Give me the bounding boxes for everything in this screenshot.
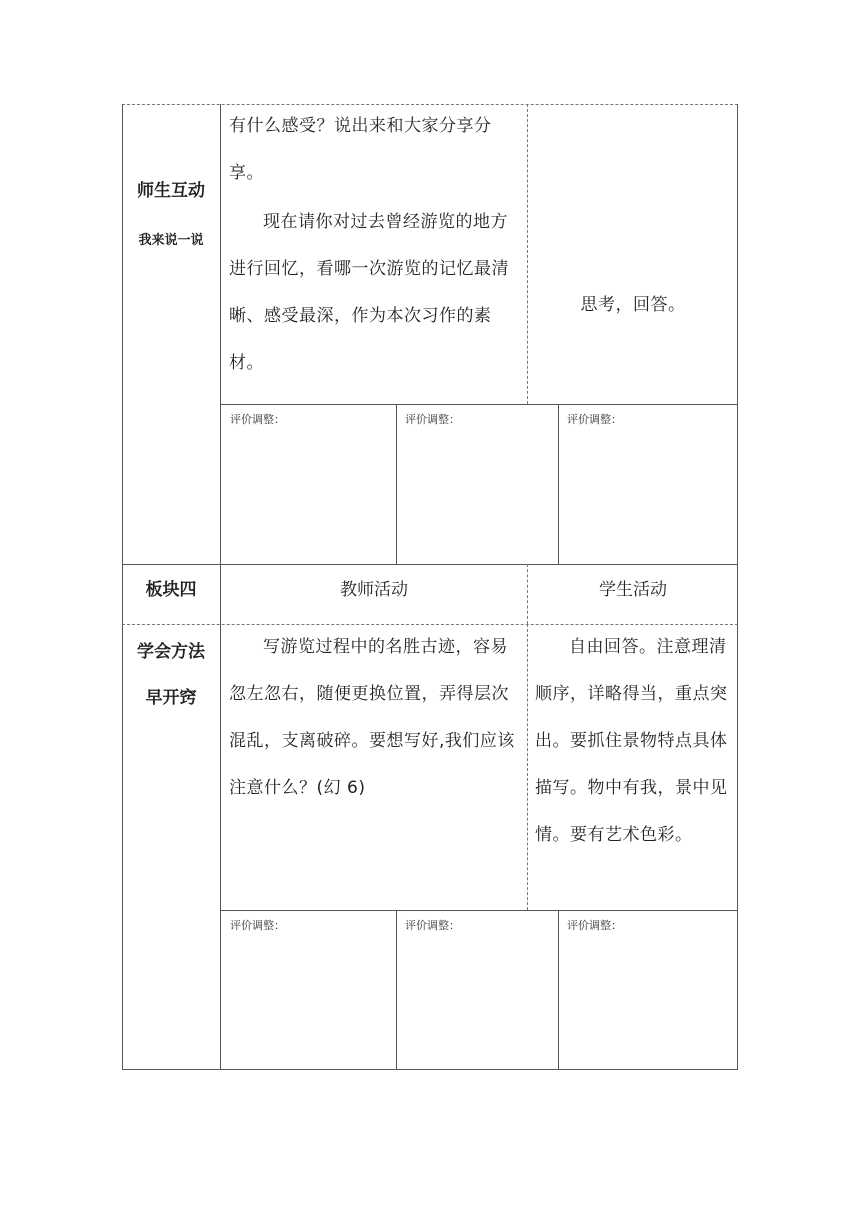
eval-label-1b: 评价调整： — [405, 413, 460, 426]
teacher-student-divider-1 — [527, 104, 528, 404]
method-label-line-2: 早开窍 — [145, 688, 197, 708]
eval-row-1-divider-a — [396, 404, 397, 564]
eval-label-2a: 评价调整： — [230, 919, 285, 932]
eval-label-2c: 评价调整： — [567, 919, 622, 932]
eval-row-2-divider-b — [558, 910, 559, 1070]
interaction-teacher-line-1: 有什么感受？说出来和大家分享分享。 — [229, 116, 492, 183]
method-teacher-text: 写游览过程中的名胜古迹，容易忽左忽右，随便更换位置，弄得层次混乱，支离破碎。要想写好,我们应该注意什么？(幻 6) — [229, 637, 515, 798]
teacher-student-divider-2 — [527, 624, 528, 910]
student-activity-header: 学生活动 — [599, 580, 667, 600]
interaction-sublabel: 我来说一说 — [138, 233, 204, 248]
method-label-line-1: 学会方法 — [137, 642, 205, 662]
eval-label-1c: 评价调整： — [567, 413, 622, 426]
interaction-teacher-text — [229, 103, 522, 387]
method-student-text: 自由回答。注意理清顺序，详略得当，重点突出。要抓住景物特点具体描写。物中有我，景中见情。要有艺术色彩。 — [535, 637, 728, 845]
block4-row-top — [122, 564, 738, 565]
interaction-teacher-line-2: 现在请你对过去曾经游览的地方进行回忆，看哪一次游览的记忆最清晰、感受最深，作为本次习作的素材。 — [229, 212, 509, 373]
block4-label: 板块四 — [145, 580, 197, 600]
interaction-label: 师生互动 — [137, 181, 205, 201]
teacher-activity-header: 教师活动 — [340, 580, 408, 600]
eval-row-1-top — [220, 404, 738, 405]
table-bottom-border — [122, 1069, 738, 1070]
interaction-student-text: 思考，回答。 — [580, 295, 686, 315]
eval-row-1-divider-b — [558, 404, 559, 564]
eval-row-2-divider-a — [396, 910, 397, 1070]
eval-label-1a: 评价调整： — [230, 413, 285, 426]
eval-row-2-top — [220, 910, 738, 911]
eval-label-2b: 评价调整： — [405, 919, 460, 932]
